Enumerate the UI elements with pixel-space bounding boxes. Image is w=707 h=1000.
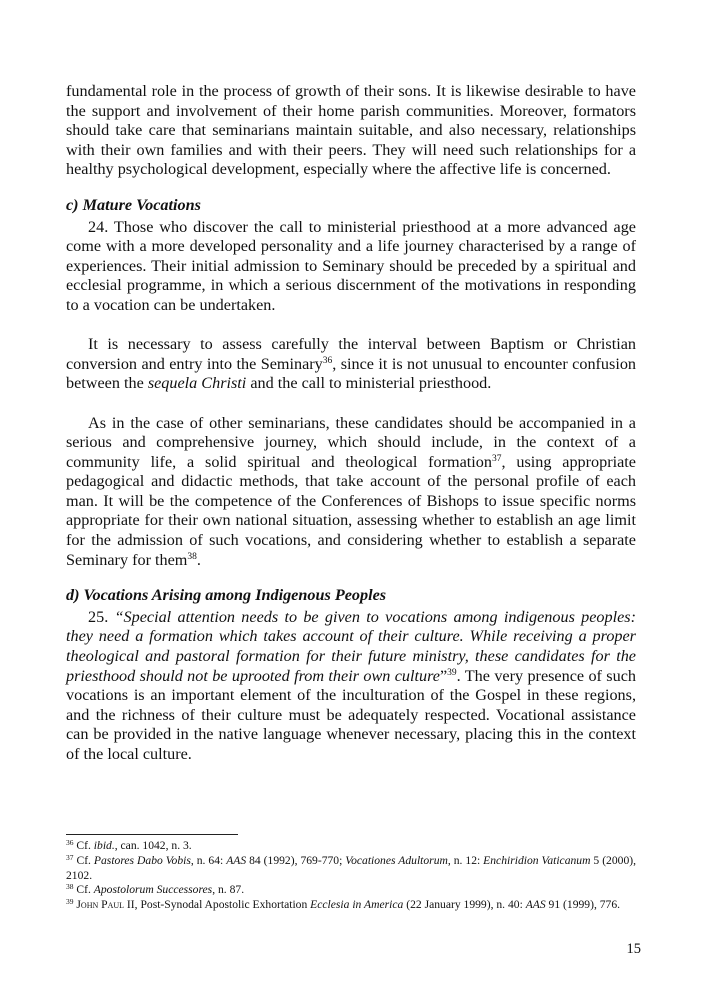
heading-mature-vocations: c) Mature Vocations [66, 195, 201, 214]
footnote-39: $^{39}$ John Paul II, Post-Synodal Apostolic Exhortation Ecclesia in America (22 January 1999), n. 40: AAS 91 (1999), 776. [66, 897, 621, 912]
footnote-ref-38[interactable]: 38 [187, 551, 197, 562]
paragraph-other-seminarians: As in the case of other seminarians, these candidates should be accompanied in a serious and comprehensive journey, which should include, in the context of a community life, a solid spiritual and theological formation$^{37}$, using appropriate pedagogical and didactic methods, that take account of the personal profile of each man. It will be the competence of the Conferences of Bishops to issue specific norms appropriate for their own national situation, assessing whether to establish an age limit for the admission of such vocations, and considering whether to establish a separate Seminary for them$^{38}$. [66, 413, 636, 569]
main-text [66, 82, 636, 765]
paragraph-intro: fundamental role in the process of growth of their sons. It is likewise desirable to have the support and involvement of their home parish communities. Moreover, formators should take care that seminarians maintain suitable, and also necessary, relationships with their own families and with their peers. They will need such relationships for a healthy psychological development, especially where the affective life is concerned. [66, 82, 636, 179]
footnote-ref-36[interactable]: 36 [322, 355, 333, 366]
footnote-separator [66, 834, 238, 835]
footnote-37: $^{37}$ Cf. Pastores Dabo Vobis, n. 64: AAS 84 (1992), 769-770; Vocationes Adultorum, n. 12: Enchiridion Vaticanum 5 (2000), 2102. [66, 852, 636, 882]
footnote-36: $^{36}$ Cf. ibid., can. 1042, n. 3. [66, 838, 192, 852]
footnote-ref-39[interactable]: 39 [447, 667, 457, 678]
footnote-ref-37[interactable]: 37 [492, 453, 502, 464]
page-number: 15 [626, 941, 641, 957]
heading-indigenous-vocations: d) Vocations Arising among Indigenous Peoples [66, 586, 387, 605]
paragraph-24: 24. Those who discover the call to ministerial priesthood at a more advanced age come with a more developed personality and a life journey characterised by a range of experiences. Their initial admission to Seminary should be preceded by a spiritual and ecclesial programme, in which a serious discernment of the motivations in responding to a vocation can be undertaken. [66, 217, 636, 314]
footnotes [66, 839, 636, 913]
paragraph-baptism: It is necessary to assess carefully the interval between Baptism or Christian conversion and entry into the Seminary$^{36}$, since it is not unusual to encounter confusion between the sequela Christi and the call to ministerial priesthood. [66, 335, 637, 393]
paragraph-25: 25. “Special attention needs to be given to vocations among indigenous peoples: they need a formation which takes account of their culture. While receiving a proper theological and pastoral formation for their future ministry, these candidates for the priesthood should not be uprooted from their own culture”$^{39}$. The very presence of such vocations is an important element of the inculturation of the Gospel in these regions, and the richness of their culture must be adequately respected. Vocational assistance can be provided in the native language whenever necessary, placing this in the context of the local culture. [66, 607, 636, 763]
footnote-38: $^{38}$ Cf. Apostolorum Successores, n. 87. [66, 882, 245, 897]
